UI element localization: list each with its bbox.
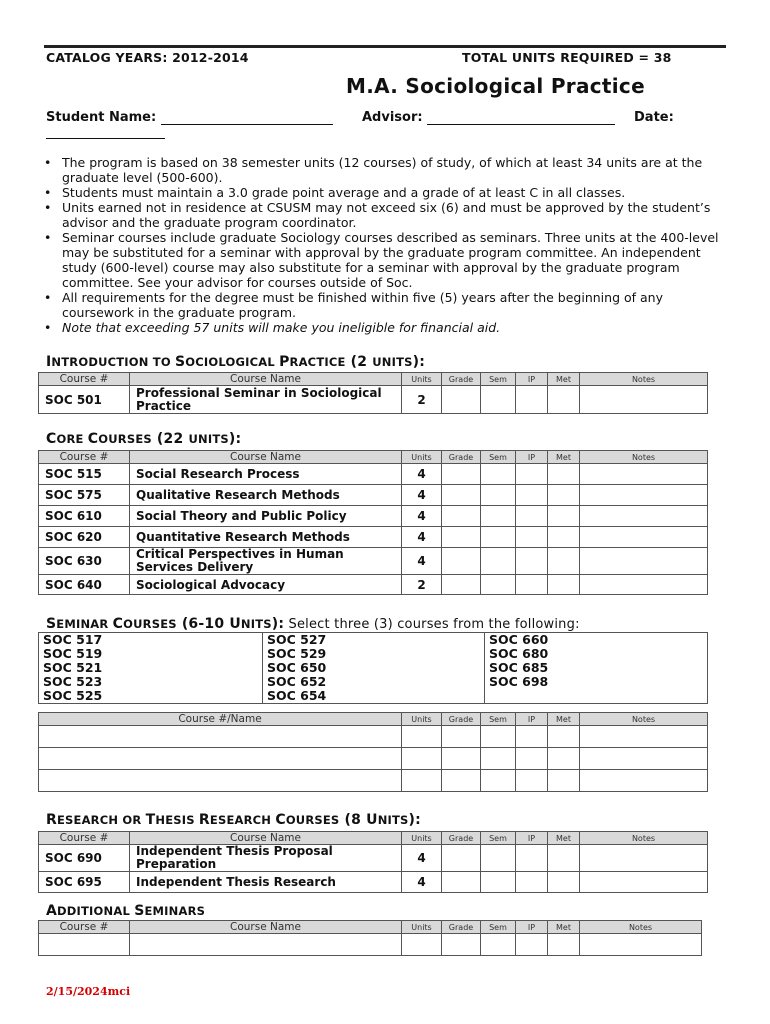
ip-cell[interactable] (516, 464, 548, 485)
table-row: SOC 640 Sociological Advocacy 2 (39, 575, 708, 595)
research-courses-table (38, 831, 708, 893)
list-item: • Students must maintain a 3.0 grade point average and a grade of at least C in all classes. (44, 185, 728, 200)
seminar-section-heading: SEMINAR COURSES (6-10 UNITS): Select three (3) courses from the following: (46, 616, 580, 632)
sem-cell[interactable] (481, 872, 516, 893)
additional-section-heading: ADDITIONAL SEMINARS (46, 903, 206, 919)
table-row: SOC 575 Qualitative Research Methods 4 (39, 485, 708, 506)
sem-cell[interactable] (481, 527, 516, 548)
table-row: SOC 517 SOC 527 SOC 660 (39, 633, 708, 648)
ip-cell[interactable] (516, 506, 548, 527)
notes-cell[interactable] (580, 464, 708, 485)
core-courses-table (38, 450, 708, 595)
student-name-field[interactable] (161, 112, 333, 125)
date-label: Date: (634, 110, 674, 125)
table-row (39, 726, 708, 748)
advisor-field[interactable] (427, 112, 615, 125)
ip-cell[interactable] (516, 548, 548, 575)
grade-cell[interactable] (442, 506, 481, 527)
table-row: SOC 525 SOC 654 (39, 689, 708, 704)
met-cell[interactable] (548, 386, 580, 414)
met-cell[interactable] (548, 527, 580, 548)
sem-cell[interactable] (481, 575, 516, 595)
notes-cell[interactable] (580, 575, 708, 595)
table-row: SOC 695 Independent Thesis Research 4 (39, 872, 708, 893)
table-row: SOC 501 Professional Seminar in Sociological Practice 2 (39, 386, 708, 414)
sem-cell[interactable] (481, 506, 516, 527)
table-row: SOC 630 Critical Perspectives in Human Services Delivery 4 (39, 548, 708, 575)
table-row: SOC 690 Independent Thesis Proposal Preparation 4 (39, 845, 708, 872)
sem-cell[interactable] (481, 845, 516, 872)
met-cell[interactable] (548, 872, 580, 893)
intro-courses-table (38, 372, 708, 414)
list-item: • Seminar courses include graduate Sociology courses described as seminars. Three units at the 400-level may be substituted for a seminar with approval by the graduate program committee. An independent study (600-level) course may also substitute for a seminar with approval by the graduate program committee. See your advisor for courses outside of Soc. (44, 230, 728, 290)
top-rule (44, 45, 726, 48)
program-requirements-list (44, 155, 728, 335)
table-header-row: Course # Course Name Units Grade Sem IP Met Notes (39, 832, 708, 845)
sem-cell[interactable] (481, 485, 516, 506)
list-item: • All requirements for the degree must be finished within five (5) years after the beginning of any coursework in the graduate program. (44, 290, 728, 320)
met-cell[interactable] (548, 464, 580, 485)
page-title: M.A. Sociological Practice (346, 74, 645, 98)
table-row (39, 748, 708, 770)
table-row (39, 770, 708, 792)
grade-cell[interactable] (442, 485, 481, 506)
met-cell[interactable] (548, 548, 580, 575)
table-row: SOC 515 Social Research Process 4 (39, 464, 708, 485)
student-name-label: Student Name: (46, 110, 157, 125)
grade-cell[interactable] (442, 548, 481, 575)
ip-cell[interactable] (516, 845, 548, 872)
grade-cell[interactable] (442, 872, 481, 893)
research-section-heading: RESEARCH OR THESIS RESEARCH COURSES (8 UNITS): (46, 812, 421, 828)
table-row: SOC 521 SOC 650 SOC 685 (39, 661, 708, 675)
met-cell[interactable] (548, 575, 580, 595)
table-header-row: Course # Course Name Units Grade Sem IP Met Notes (39, 451, 708, 464)
core-section-heading: CORE COURSES (22 UNITS): (46, 431, 242, 447)
ip-cell[interactable] (516, 386, 548, 414)
sem-cell[interactable] (481, 386, 516, 414)
met-cell[interactable] (548, 485, 580, 506)
table-row: SOC 610 Social Theory and Public Policy 4 (39, 506, 708, 527)
course-entry-cell[interactable] (39, 770, 402, 792)
notes-cell[interactable] (580, 506, 708, 527)
notes-cell[interactable] (580, 485, 708, 506)
ip-cell[interactable] (516, 872, 548, 893)
ip-cell[interactable] (516, 527, 548, 548)
course-entry-cell[interactable] (39, 726, 402, 748)
notes-cell[interactable] (580, 548, 708, 575)
list-item: • The program is based on 38 semester units (12 courses) of study, of which at least 34 units are at the graduate level (500-600). (44, 155, 728, 185)
ip-cell[interactable] (516, 485, 548, 506)
grade-cell[interactable] (442, 464, 481, 485)
notes-cell[interactable] (580, 845, 708, 872)
course-entry-cell[interactable] (39, 748, 402, 770)
additional-seminars-table (38, 920, 702, 956)
advisor-line (362, 110, 615, 125)
notes-cell[interactable] (580, 872, 708, 893)
table-header-row: Course # Course Name Units Grade Sem IP Met Notes (39, 921, 702, 934)
student-name-line (46, 110, 333, 125)
notes-cell[interactable] (580, 386, 708, 414)
grade-cell[interactable] (442, 527, 481, 548)
table-row (39, 934, 702, 956)
sem-cell[interactable] (481, 548, 516, 575)
sem-cell[interactable] (481, 464, 516, 485)
catalog-years: CATALOG YEARS: 2012-2014 (46, 50, 249, 65)
date-field[interactable] (46, 126, 165, 139)
notes-cell[interactable] (580, 527, 708, 548)
grade-cell[interactable] (442, 575, 481, 595)
grade-cell[interactable] (442, 386, 481, 414)
ip-cell[interactable] (516, 575, 548, 595)
seminar-options-table (38, 632, 708, 704)
list-item: • Units earned not in residence at CSUSM may not exceed six (6) and must be approved by the student’s advisor and the graduate program coordinator. (44, 200, 728, 230)
met-cell[interactable] (548, 845, 580, 872)
table-row: SOC 620 Quantitative Research Methods 4 (39, 527, 708, 548)
table-header-row: Course # Course Name Units Grade Sem IP Met Notes (39, 373, 708, 386)
grade-cell[interactable] (442, 845, 481, 872)
advisor-label: Advisor: (362, 110, 423, 125)
revision-footer: 2/15/2024mci (46, 985, 131, 998)
total-units-required: TOTAL UNITS REQUIRED = 38 (462, 50, 672, 65)
financial-aid-note: • Note that exceeding 57 units will make you ineligible for financial aid. (44, 320, 728, 335)
intro-section-heading: INTRODUCTION TO SOCIOLOGICAL PRACTICE (2 UNITS): (46, 354, 426, 370)
table-header-row: Course #/Name Units Grade Sem IP Met Notes (39, 713, 708, 726)
met-cell[interactable] (548, 506, 580, 527)
table-row: SOC 523 SOC 652 SOC 698 (39, 675, 708, 689)
table-row: SOC 519 SOC 529 SOC 680 (39, 647, 708, 661)
seminar-entry-table (38, 712, 708, 792)
